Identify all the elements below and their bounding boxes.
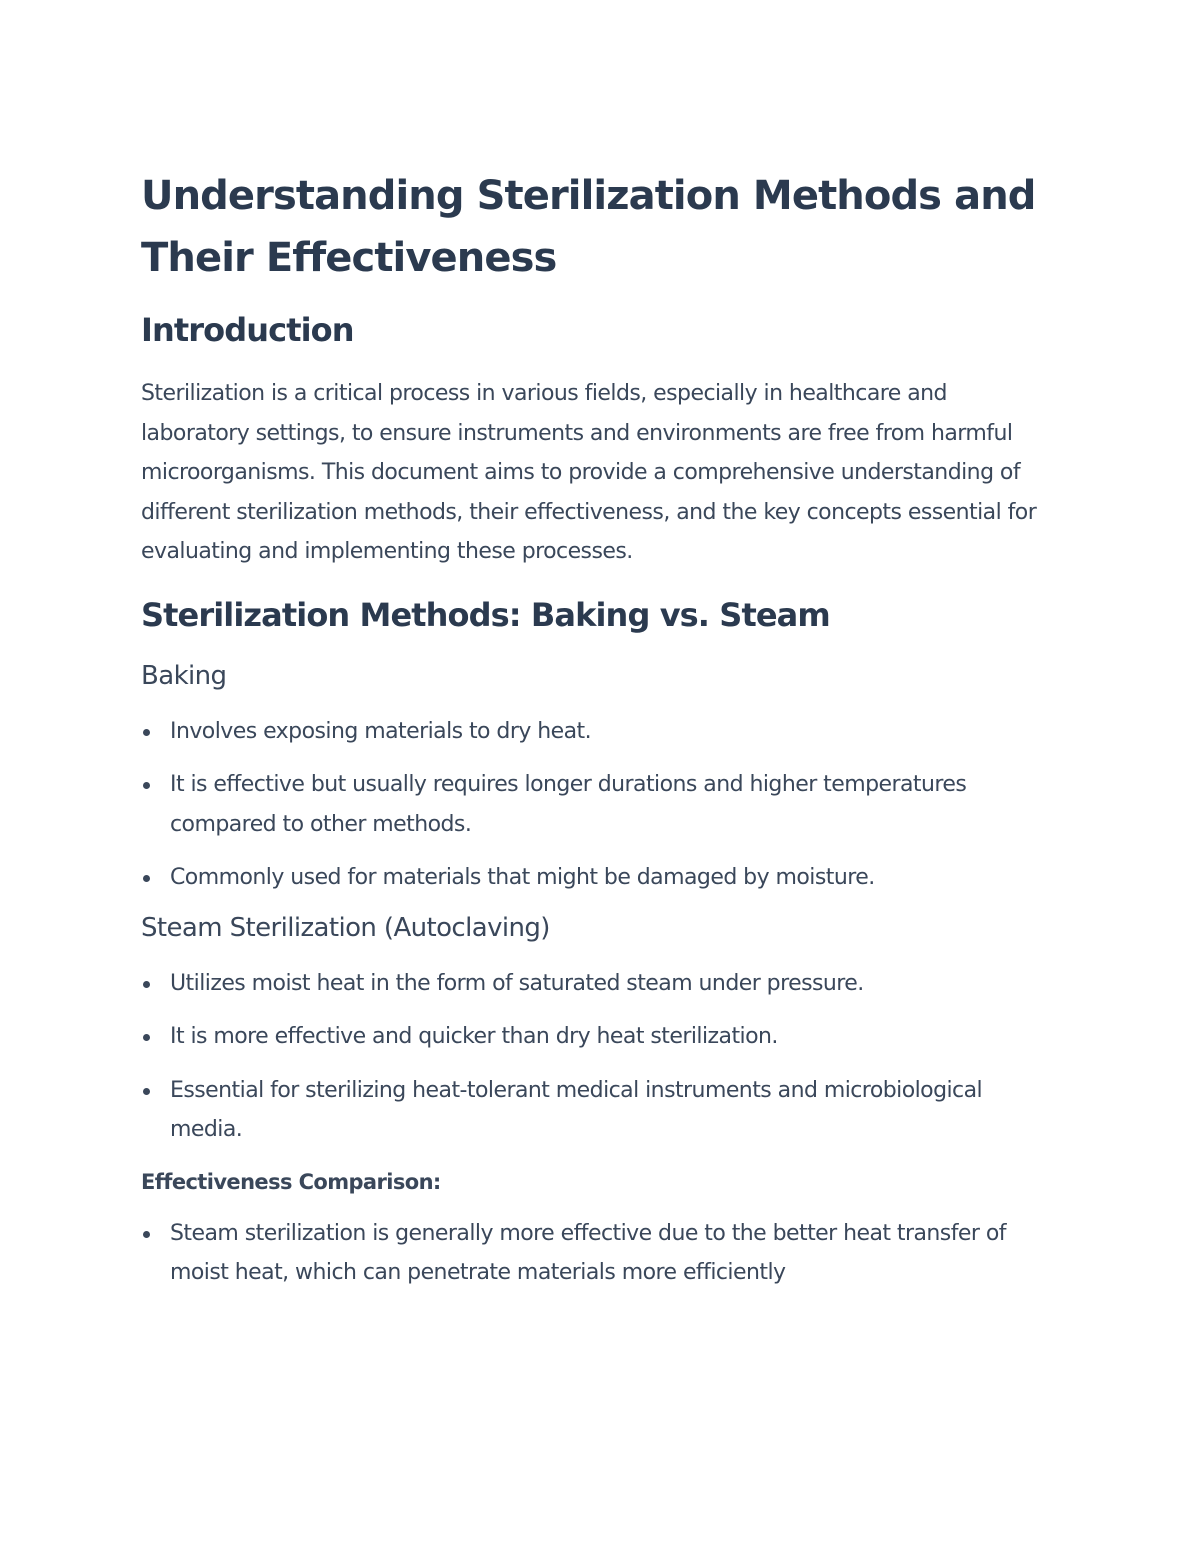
steam-heading: Steam Sterilization (Autoclaving)	[141, 912, 550, 943]
comparison-list	[141, 1214, 1051, 1293]
bullet-icon	[143, 729, 150, 736]
bullet-icon	[143, 1231, 150, 1238]
list-item	[141, 858, 1051, 898]
list-item	[141, 765, 1051, 844]
baking-heading: Baking	[141, 660, 227, 691]
list-item	[141, 964, 1051, 1004]
list-item-text: Commonly used for materials that might be damaged by moisture.	[170, 865, 875, 890]
list-item	[141, 712, 1051, 752]
list-item-text: It is more effective and quicker than dry heat sterilization.	[170, 1024, 778, 1049]
document-page	[141, 165, 1051, 1293]
introduction-paragraph: Sterilization is a critical process in various fields, especially in healthcare and laboratory settings, to ensure instruments and environments are free from harmful microorganisms. This document aims to provide a comprehensive understanding of different sterilization methods, their effectiveness, and the key concepts essential for evaluating and implementing these processes.	[141, 381, 1037, 564]
bullet-icon	[143, 782, 150, 789]
list-item-text: Utilizes moist heat in the form of saturated steam under pressure.	[170, 970, 864, 996]
bullet-icon	[143, 981, 150, 988]
list-item	[141, 1017, 1051, 1057]
list-item-text: Steam sterilization is generally more effective due to the better heat transfer of moist heat, which can penetrate materials more efficiently	[170, 1220, 1006, 1285]
introduction-heading: Introduction	[141, 311, 354, 349]
comparison-heading: Effectiveness Comparison:	[141, 1169, 441, 1194]
list-item	[141, 1071, 1051, 1150]
list-item-text: Involves exposing materials to dry heat.	[170, 718, 592, 744]
steam-list	[141, 964, 1051, 1150]
bullet-icon	[143, 1034, 150, 1041]
bullet-icon	[143, 1088, 150, 1095]
list-item-text: Essential for sterilizing heat-tolerant medical instruments and microbiological media.	[170, 1077, 983, 1142]
methods-heading: Sterilization Methods: Baking vs. Steam	[141, 595, 830, 634]
bullet-icon	[143, 875, 150, 882]
list-item	[141, 1214, 1051, 1293]
baking-list	[141, 712, 1051, 898]
document-title: Understanding Sterilization Methods and Their Effectiveness	[141, 173, 1036, 281]
list-item-text: It is effective but usually requires longer durations and higher temperatures compared to other methods.	[170, 772, 967, 837]
